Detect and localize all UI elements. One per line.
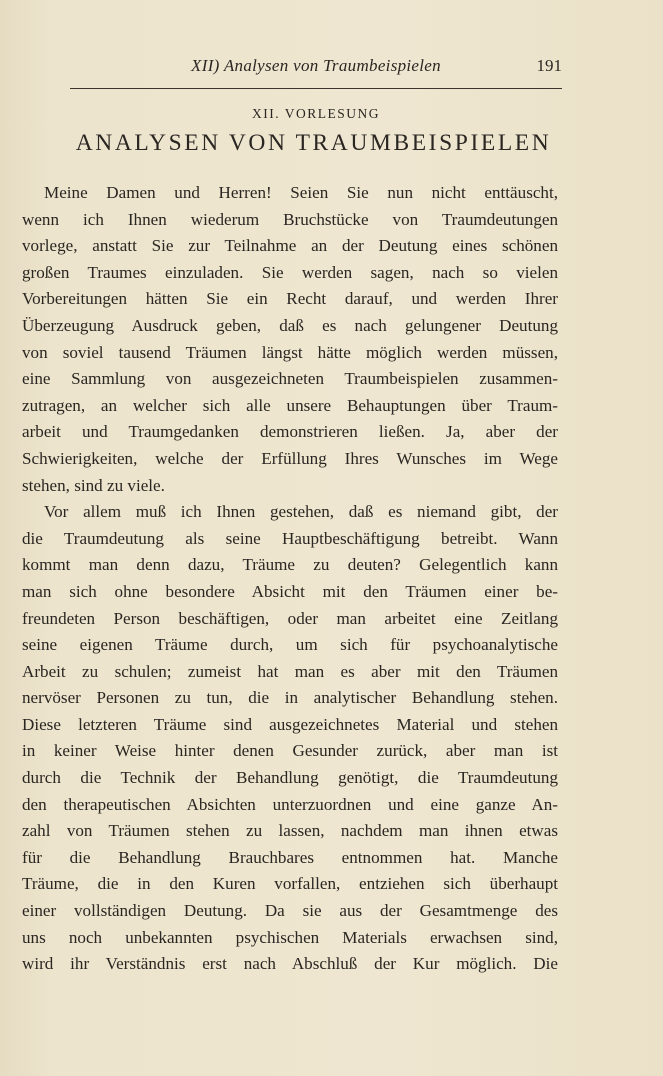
text-line: Vorbereitungen hätten Sie ein Recht darauf, und werden Ihrer <box>22 289 558 309</box>
running-head <box>70 56 562 84</box>
text-line: arbeit und Traumgedanken demonstrieren ließen. Ja, aber der <box>22 422 558 442</box>
text-line: durch die Technik der Behandlung genötigt, die Traumdeutung <box>22 768 558 788</box>
text-line: Meine Damen und Herren! Seien Sie nun nicht enttäuscht, <box>44 183 558 202</box>
text-line: Schwierigkeiten, welche der Erfüllung Ihres Wunsches im Wege <box>22 448 558 468</box>
text-line: großen Traumes einzuladen. Sie werden sagen, nach so vielen <box>22 262 558 282</box>
text-line: Träume, die in den Kuren vorfallen, entziehen sich überhaupt <box>22 874 558 894</box>
text-line: in keiner Weise hinter denen Gesunder zurück, aber man ist <box>22 741 558 761</box>
text-line: stehen, sind zu viele. <box>22 475 165 495</box>
page-number: 191 <box>536 56 562 75</box>
text-line: uns noch unbekannten psychischen Materials erwachsen sind, <box>22 927 558 947</box>
text-line: wenn ich Ihnen wiederum Bruchstücke von Traumdeutungen <box>22 209 558 229</box>
text-line: zahl von Träumen stehen zu lassen, nachdem man ihnen etwas <box>22 821 558 841</box>
text-line: einer vollständigen Deutung. Da sie aus der Gesamtmenge des <box>22 901 558 921</box>
text-line: von soviel tausend Träumen längst hätte möglich werden müssen, <box>22 342 558 362</box>
text-line: zutragen, an welcher sich alle unsere Behauptungen über Traum- <box>22 395 558 415</box>
running-title: XII) Analysen von Traumbeispielen <box>191 56 441 75</box>
text-line: seine eigenen Träume durch, um sich für psychoanalytische <box>22 635 558 655</box>
text-line: Diese letzteren Träume sind ausgezeichnetes Material und stehen <box>22 714 558 734</box>
text-line: den therapeutischen Absichten unterzuordnen und eine ganze An- <box>22 794 558 814</box>
text-line: freundeten Person beschäftigen, oder man arbeitet eine Zeitlang <box>22 608 558 628</box>
lecture-label: XII. VORLESUNG <box>252 106 380 121</box>
text-line: vorlege, anstatt Sie zur Teilnahme an der Deutung eines schönen <box>22 236 558 256</box>
body-text <box>22 180 558 978</box>
header-rule <box>70 88 562 89</box>
paragraph <box>22 180 558 499</box>
paragraph <box>22 499 558 978</box>
text-line: nervöser Personen zu tun, die in analytischer Behandlung stehen. <box>22 688 558 708</box>
text-line: Vor allem muß ich Ihnen gestehen, daß es niemand gibt, der <box>44 502 558 522</box>
text-line: die Traumdeutung als seine Hauptbeschäftigung betreibt. Wann <box>22 528 558 548</box>
text-line: Überzeugung Ausdruck geben, daß es nach gelungener Deutung <box>22 315 558 335</box>
text-line: wird ihr Verständnis erst nach Abschluß der Kur möglich. Die <box>22 954 558 974</box>
text-line: kommt man denn dazu, Träume zu deuten? Gelegentlich kann <box>22 555 558 575</box>
text-line: eine Sammlung von ausgezeichneten Traumbeispielen zusammen- <box>22 369 558 389</box>
text-line: Arbeit zu schulen; zumeist hat man es aber mit den Träumen <box>22 661 558 681</box>
chapter-title: ANALYSEN VON TRAUMBEISPIELEN <box>75 130 552 156</box>
text-line: für die Behandlung Brauchbares entnommen hat. Manche <box>22 847 558 867</box>
text-line: man sich ohne besondere Absicht mit den Träumen einer be- <box>22 581 558 601</box>
